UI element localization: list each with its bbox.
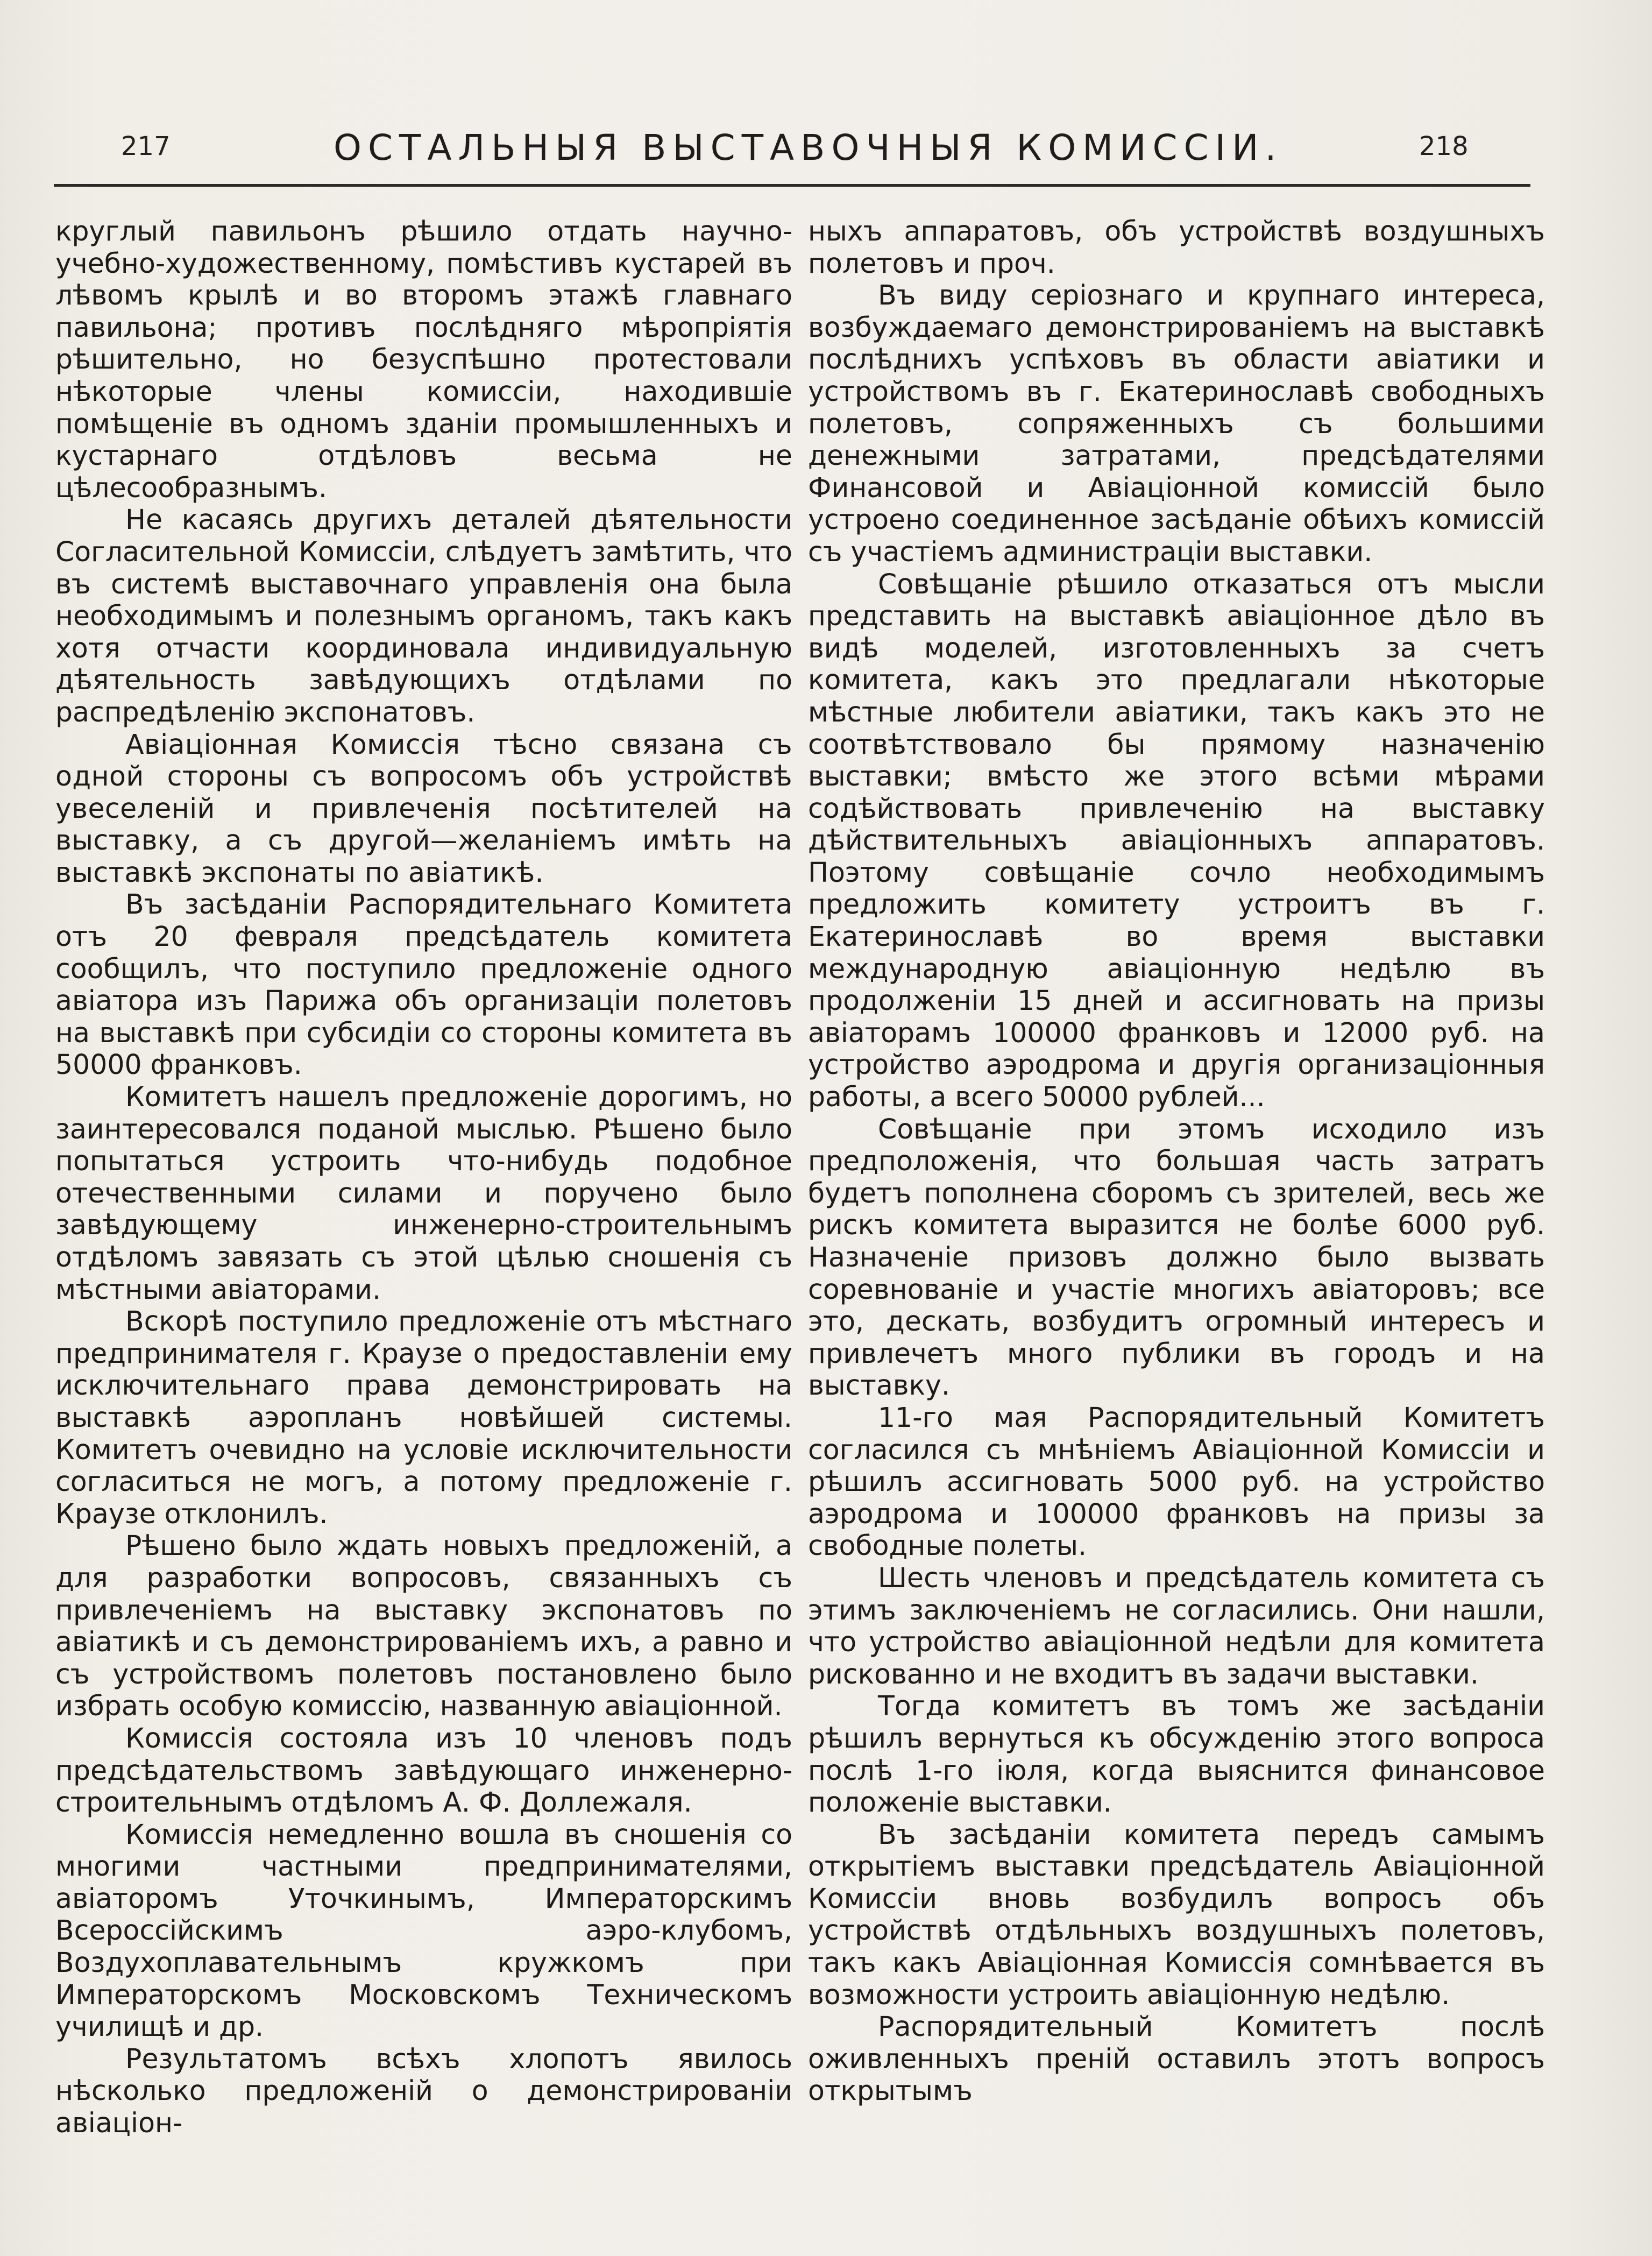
- page-number-right: 218: [1419, 131, 1469, 161]
- paragraph: Совѣщаніе рѣшило отказаться отъ мысли представить на выставкѣ авіаціонное дѣло въ видѣ моделей, изготовленныхъ за счетъ комитета, какъ это предлагали нѣкоторые мѣстные любители авіатики, такъ какъ это не соотвѣтствовало бы прямому назначенію выставки; вмѣсто же этого всѣми мѣрами содѣйствовать привлеченію на выставку дѣйствительныхъ авіаціонныхъ аппаратовъ. Поэтому совѣщаніе сочло необходимымъ предложить комитету устроитъ въ г. Екатеринославѣ во время выставки международную авіаціонную недѣлю въ продолженіи 15 дней и ассигновать на призы авіаторамъ 100000 франковъ и 12000 руб. на устройство аэродрома и другія организаціонныя работы, а всего 50000 рублей...: [808, 568, 1545, 1113]
- right-column: [808, 215, 1545, 2217]
- paragraph: Результатомъ всѣхъ хлопотъ явилось нѣсколько предложеній о демонстрированіи авіаціон-: [55, 2042, 792, 2139]
- paragraph: круглый павильонъ рѣшило отдать научно-учебно-художественному, помѣстивъ кустарей въ лѣвомъ крылѣ и во второмъ этажѣ главнаго павильона; противъ послѣдняго мѣропріятія рѣшительно, но безуспѣшно протестовали нѣкоторые члены комиссіи, находившіе помѣщеніе въ одномъ зданіи промышленныхъ и кустарнаго отдѣловъ весьма не цѣлесообразнымъ.: [55, 215, 792, 504]
- running-header: [0, 118, 1652, 183]
- paragraph: ныхъ аппаратовъ, объ устройствѣ воздушныхъ полетовъ и проч.: [808, 215, 1545, 279]
- paragraph: Не касаясь другихъ деталей дѣятельности Согласительной Комиссіи, слѣдуетъ замѣтить, что въ системѣ выставочнаго управленія она была необходимымъ и полезнымъ органомъ, такъ какъ хотя отчасти координовала индивидуальную дѣятельность завѣдующихъ отдѣлами по распредѣленію экспонатовъ.: [55, 504, 792, 728]
- paragraph: Комитетъ нашелъ предложеніе дорогимъ, но заинтересовался поданой мыслью. Рѣшено было попытаться устроить что-нибудь подобное отечественными силами и поручено было завѣдующему инженерно-строительнымъ отдѣломъ завязать съ этой цѣлью сношенія съ мѣстными авіаторами.: [55, 1081, 792, 1305]
- paragraph: Совѣщаніе при этомъ исходило изъ предположенія, что большая часть затратъ будетъ пополнена сборомъ съ зрителей, весь же рискъ комитета выразится не болѣе 6000 руб. Назначеніе призовъ должно было вызвать соревнованіе и участіе многихъ авіаторовъ; все это, дескать, возбудитъ огромный интересъ и привлечетъ много публики въ городъ и на выставку.: [808, 1113, 1545, 1402]
- paragraph: Шесть членовъ и предсѣдатель комитета съ этимъ заключеніемъ не согласились. Они нашли, что устройство авіаціонной недѣли для комитета рискованно и не входитъ въ задачи выставки.: [808, 1561, 1545, 1690]
- paragraph: Распорядительный Комитетъ послѣ оживленныхъ преній оставилъ этотъ вопросъ открытымъ: [808, 2011, 1545, 2107]
- page-number-left: 217: [121, 131, 171, 161]
- paragraph: Въ виду серіознаго и крупнаго интереса, возбуждаемаго демонстрированіемъ на выставкѣ послѣднихъ успѣховъ въ области авіатики и устройствомъ въ г. Екатеринославѣ свободныхъ полетовъ, сопряженныхъ съ большими денежными затратами, предсѣдателями Финансовой и Авіаціонной комиссій было устроено соединенное засѣданіе обѣихъ комиссій съ участіемъ администраціи выставки.: [808, 279, 1545, 568]
- paragraph: Тогда комитетъ въ томъ же засѣданіи рѣшилъ вернуться къ обсужденію этого вопроса послѣ 1-го іюля, когда выяснится финансовое положеніе выставки.: [808, 1690, 1545, 1819]
- paragraph: Въ засѣданіи Распорядительнаго Комитета отъ 20 февраля предсѣдатель комитета сообщилъ, что поступило предложеніе одного авіатора изъ Парижа объ организаціи полетовъ на выставкѣ при субсидіи со стороны комитета въ 50000 франковъ.: [55, 888, 792, 1081]
- running-title: ОСТАЛЬНЫЯ ВЫСТАВОЧНЫЯ КОМИССІИ.: [334, 127, 1283, 168]
- left-column: [55, 215, 792, 2217]
- paragraph: Рѣшено было ждать новыхъ предложеній, а для разработки вопросовъ, связанныхъ съ привлеченіемъ на выставку экспонатовъ по авіатикѣ и съ демонстрированіемъ ихъ, а равно и съ устройствомъ полетовъ постановлено было избрать особую комиссію, названную авіаціонной.: [55, 1530, 792, 1722]
- paragraph: Комиссія немедленно вошла въ сношенія со многими частными предпринимателями, авіаторомъ Уточкинымъ, Императорскимъ Всероссійскимъ аэро-клубомъ, Воздухоплавательнымъ кружкомъ при Императорскомъ Московскомъ Техническомъ училищѣ и др.: [55, 1818, 792, 2043]
- paragraph: 11-го мая Распорядительный Комитетъ согласился съ мнѣніемъ Авіаціонной Комиссіи и рѣшилъ ассигновать 5000 руб. на устройство аэродрома и 100000 франковъ на призы за свободные полеты.: [808, 1401, 1545, 1562]
- paragraph: Комиссія состояла изъ 10 членовъ подъ предсѣдательствомъ завѣдующаго инженерно-строительнымъ отдѣломъ А. Ф. Доллежаля.: [55, 1722, 792, 1819]
- paragraph: Вскорѣ поступило предложеніе отъ мѣстнаго предпринимателя г. Краузе о предоставленіи ему исключительнаго права демонстрировать на выставкѣ аэропланъ новѣйшей системы. Комитетъ очевидно на условіе исключительности согласиться не могъ, а потому предложеніе г. Краузе отклонилъ.: [55, 1305, 792, 1530]
- header-rule: [54, 184, 1530, 187]
- paragraph: Въ засѣданіи комитета передъ самымъ открытіемъ выставки предсѣдатель Авіаціонной Комиссіи вновь возбудилъ вопросъ объ устройствѣ отдѣльныхъ воздушныхъ полетовъ, такъ какъ Авіаціонная Комиссія сомнѣвается въ возможности устроить авіаціонную недѣлю.: [808, 1818, 1545, 2011]
- paragraph: Авіаціонная Комиссія тѣсно связана съ одной стороны съ вопросомъ объ устройствѣ увеселеній и привлеченія посѣтителей на выставку, а съ другой—желаніемъ имѣть на выставкѣ экспонаты по авіатикѣ.: [55, 728, 792, 888]
